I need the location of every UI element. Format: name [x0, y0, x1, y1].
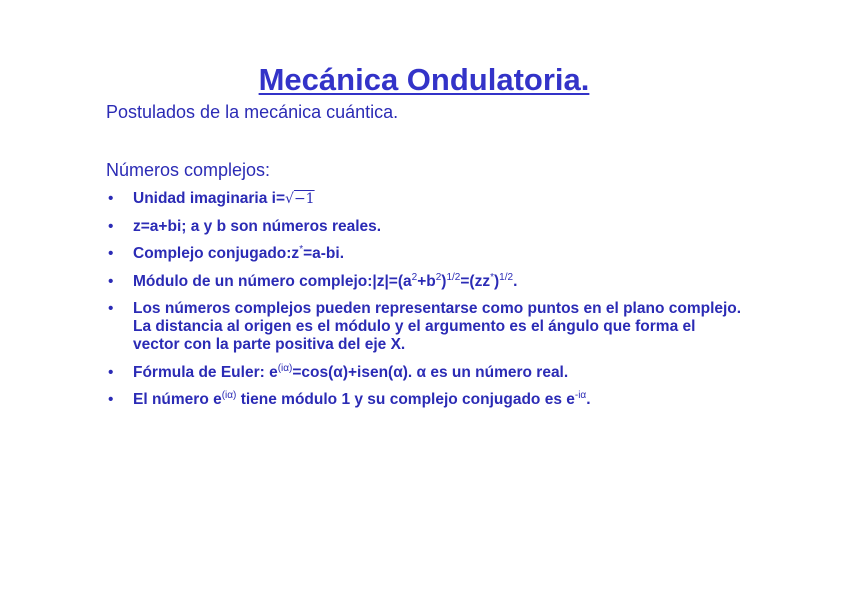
- item-text: =a-bi.: [303, 245, 345, 262]
- item-text: ): [494, 272, 500, 290]
- superscript: -iα: [574, 390, 587, 401]
- item-text: =cos(α)+isen(α). α es un número real.: [292, 363, 569, 381]
- sqrt-symbol: √: [285, 191, 294, 207]
- superscript: 2: [435, 271, 442, 283]
- item-text: El número e: [133, 391, 222, 408]
- item-text: ): [441, 272, 447, 290]
- sqrt-radicand: −1: [293, 191, 315, 207]
- sqrt-expression: [285, 191, 315, 207]
- superscript: (iα): [277, 362, 293, 374]
- item-text: Complejo conjugado:z: [133, 245, 300, 262]
- bullet-item-conjugate: [106, 245, 746, 263]
- bullet-item-euler-formula: [106, 364, 746, 382]
- bullet-item-complex-plane: [106, 300, 746, 354]
- bullet-dot: •: [108, 190, 114, 207]
- bullet-dot: •: [108, 300, 114, 317]
- bullet-dot: •: [108, 363, 114, 381]
- item-text: .: [513, 272, 518, 290]
- item-text: =(zz: [460, 272, 491, 290]
- item-text: .: [586, 391, 591, 408]
- bullet-dot: •: [108, 272, 114, 290]
- bullet-item-imaginary-unit: [106, 190, 746, 208]
- section-heading: Números complejos:: [106, 160, 271, 180]
- item-text: Unidad imaginaria i=: [133, 190, 286, 207]
- superscript: 1/2: [446, 271, 461, 283]
- bullet-list: [106, 190, 746, 419]
- superscript: 2: [411, 271, 418, 283]
- item-text: Los números complejos pueden representarse como puntos en el plano complejo. La distancia al origen es el módulo y el argumento es el ángulo que forma el vector con la parte positiva del eje X.: [133, 300, 742, 353]
- item-text: tiene módulo 1 y su complejo conjugado es e: [236, 391, 575, 408]
- bullet-dot: •: [108, 391, 114, 408]
- superscript: *: [490, 271, 494, 283]
- superscript: *: [299, 244, 304, 255]
- superscript: (iα): [221, 390, 237, 401]
- item-text: Fórmula de Euler: e: [133, 363, 278, 381]
- slide-title: Mecánica Ondulatoria.: [258, 62, 590, 97]
- superscript: 1/2: [499, 271, 514, 283]
- bullet-dot: •: [108, 217, 114, 235]
- item-text: z=a+bi; a y b son números reales.: [133, 217, 382, 235]
- item-text: Módulo de un número complejo:|z|=(a: [133, 272, 412, 290]
- item-text: +b: [417, 272, 436, 290]
- bullet-dot: •: [108, 245, 114, 262]
- bullet-item-modulus: [106, 273, 746, 291]
- slide-subtitle: Postulados de la mecánica cuántica.: [106, 102, 399, 122]
- bullet-item-complex-form: [106, 218, 746, 236]
- bullet-item-unit-modulus: [106, 391, 746, 409]
